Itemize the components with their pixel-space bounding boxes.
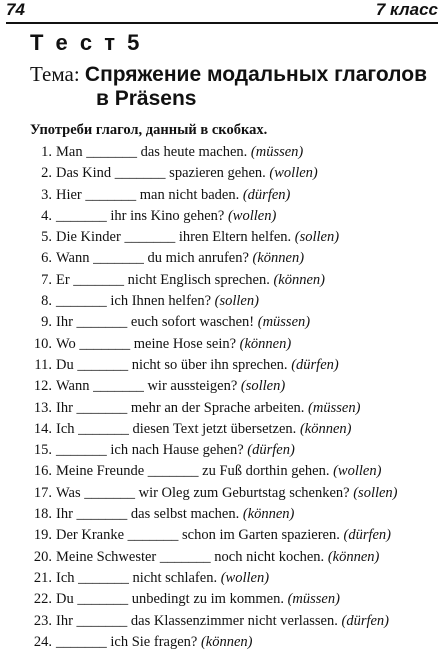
exercise-hint: (können) (273, 271, 325, 288)
exercise-text: Du _______ nicht so über ihn sprechen. (56, 356, 288, 373)
exercise-hint: (wollen) (227, 207, 277, 224)
exercise-hint: (können) (242, 506, 295, 523)
exercise-sentence (56, 142, 303, 163)
exercise-sentence (56, 355, 339, 376)
exercise-hint: (dürfen) (242, 186, 291, 203)
instruction: Употреби глагол, данный в скобках. (30, 122, 268, 138)
exercise-sentence (56, 291, 259, 312)
exercise-number: 9. (41, 314, 52, 331)
exercise-sentence (56, 440, 295, 461)
exercise-sentence (56, 568, 269, 589)
exercise-hint: (sollen) (214, 293, 259, 310)
exercise-sentence (56, 632, 253, 653)
exercise-text: Wann _______ wir aussteigen? (56, 378, 238, 395)
exercise-sentence (56, 461, 381, 482)
exercise-number: 5. (41, 229, 52, 246)
exercise-item (0, 632, 444, 653)
exercise-number: 17. (33, 484, 52, 501)
exercise-sentence (56, 312, 310, 333)
exercise-item (0, 419, 444, 440)
topic-heading (30, 62, 440, 111)
exercise-text: Ihr _______ mehr an der Sprache arbeiten. (56, 399, 305, 416)
exercise-item (0, 270, 444, 291)
exercise-item (0, 248, 444, 269)
page-number: 74 (6, 0, 25, 19)
exercise-sentence (56, 248, 304, 269)
exercise-sentence (56, 270, 325, 291)
exercise-number: 8. (41, 293, 52, 310)
topic-label: Тема: (30, 62, 80, 86)
exercise-hint: (dürfen) (291, 356, 339, 373)
exercise-text: Was _______ wir Oleg zum Geburtstag schenken? (56, 484, 350, 501)
exercise-text: _______ ich Sie fragen? (56, 633, 198, 650)
exercise-hint: (können) (299, 420, 352, 437)
exercise-hint: (wollen) (220, 569, 270, 586)
exercise-text: Ihr _______ das Klassenzimmer nicht verlassen. (56, 612, 338, 629)
exercise-number: 1. (41, 144, 52, 160)
exercise-number: 23. (33, 612, 52, 629)
exercise-sentence (56, 483, 398, 504)
exercise-text: _______ ich nach Hause gehen? (56, 442, 244, 459)
exercise-number: 4. (41, 207, 52, 224)
exercise-item (0, 355, 444, 376)
exercise-hint: (wollen) (269, 165, 318, 182)
exercise-number: 13. (33, 399, 52, 416)
exercise-sentence (56, 547, 379, 568)
exercise-number: 12. (33, 378, 52, 395)
exercise-text: Ich _______ diesen Text jetzt übersetzen. (56, 420, 297, 437)
exercise-number: 2. (41, 165, 52, 182)
exercise-item (0, 589, 444, 610)
exercise-number: 14. (33, 420, 52, 437)
exercise-sentence (56, 163, 318, 184)
exercise-hint: (sollen) (353, 484, 398, 501)
exercise-text: Meine Schwester _______ noch nicht kochen. (56, 548, 325, 565)
exercise-item (0, 525, 444, 546)
exercise-number: 11. (34, 356, 52, 373)
exercise-hint: (sollen) (294, 229, 340, 246)
exercise-text: _______ ihr ins Kino gehen? (56, 207, 225, 224)
exercise-text: Wo _______ meine Hose sein? (56, 335, 237, 352)
exercise-sentence (56, 611, 389, 632)
topic-text: Спряжение модальных глаголов (84, 63, 427, 86)
test-title: Т е с т 5 (30, 30, 143, 55)
exercise-number: 20. (33, 548, 52, 565)
topic-line-1 (30, 62, 440, 87)
exercise-sentence (56, 334, 291, 355)
exercise-list (0, 142, 444, 653)
exercise-sentence (56, 504, 294, 525)
grade-label: 7 класс (375, 0, 438, 19)
exercise-hint: (können) (239, 335, 292, 352)
exercise-item (0, 163, 444, 184)
exercise-text: Man _______ das heute machen. (56, 144, 248, 160)
exercise-item (0, 440, 444, 461)
exercise-hint: (müssen) (287, 591, 340, 608)
exercise-number: 19. (33, 527, 52, 544)
exercise-number: 6. (41, 250, 52, 267)
exercise-item (0, 504, 444, 525)
exercise-hint: (müssen) (308, 399, 361, 416)
exercise-hint: (müssen) (257, 314, 311, 331)
exercise-text: Die Kinder _______ ihren Eltern helfen. (56, 229, 292, 246)
exercise-text: Wann _______ du mich anrufen? (56, 250, 249, 267)
exercise-number: 22. (33, 591, 52, 608)
exercise-item (0, 483, 444, 504)
exercise-number: 24. (33, 633, 52, 650)
exercise-item (0, 206, 444, 227)
exercise-sentence (56, 376, 285, 397)
exercise-sentence (56, 589, 340, 610)
exercise-sentence (56, 185, 290, 206)
exercise-item (0, 227, 444, 248)
exercise-sentence (56, 419, 351, 440)
exercise-item (0, 291, 444, 312)
exercise-hint: (dürfen) (247, 442, 295, 459)
exercise-text: Er _______ nicht Englisch sprechen. (56, 271, 270, 288)
exercise-sentence (56, 398, 360, 419)
exercise-sentence (56, 525, 391, 546)
exercise-item (0, 547, 444, 568)
exercise-hint: (dürfen) (343, 527, 392, 544)
exercise-item (0, 611, 444, 632)
exercise-number: 16. (33, 463, 52, 480)
exercise-hint: (müssen) (250, 144, 304, 160)
exercise-item (0, 376, 444, 397)
exercise-text: Du _______ unbedingt zu im kommen. (56, 591, 284, 608)
exercise-hint: (dürfen) (341, 612, 390, 629)
topic-line-2: в Präsens (96, 87, 197, 110)
exercise-item (0, 398, 444, 419)
exercise-hint: (sollen) (240, 378, 286, 395)
exercise-item (0, 185, 444, 206)
exercise-sentence (56, 227, 339, 248)
exercise-text: _______ ich Ihnen helfen? (56, 293, 212, 310)
exercise-text: Das Kind _______ spazieren gehen. (56, 165, 266, 182)
exercise-number: 15. (33, 442, 52, 459)
exercise-text: Der Kranke _______ schon im Garten spazieren. (56, 527, 340, 544)
exercise-text: Ihr _______ euch sofort waschen! (56, 314, 255, 331)
exercise-item (0, 312, 444, 333)
exercise-item (0, 334, 444, 355)
exercise-item (0, 142, 444, 163)
exercise-hint: (können) (200, 633, 253, 650)
exercise-hint: (wollen) (333, 463, 382, 480)
exercise-number: 18. (33, 506, 52, 523)
exercise-text: Ich _______ nicht schlafen. (56, 569, 218, 586)
exercise-number: 21. (33, 569, 52, 586)
exercise-number: 7. (41, 271, 52, 288)
exercise-item (0, 461, 444, 482)
exercise-text: Meine Freunde _______ zu Fuß dorthin gehen. (56, 463, 330, 480)
exercise-hint: (können) (252, 250, 305, 267)
exercise-sentence (56, 206, 276, 227)
page-header (6, 2, 438, 24)
exercise-item (0, 568, 444, 589)
exercise-hint: (können) (327, 548, 380, 565)
exercise-number: 10. (33, 335, 52, 352)
exercise-text: Hier _______ man nicht baden. (56, 186, 240, 203)
exercise-text: Ihr _______ das selbst machen. (56, 506, 240, 523)
exercise-number: 3. (41, 186, 52, 203)
